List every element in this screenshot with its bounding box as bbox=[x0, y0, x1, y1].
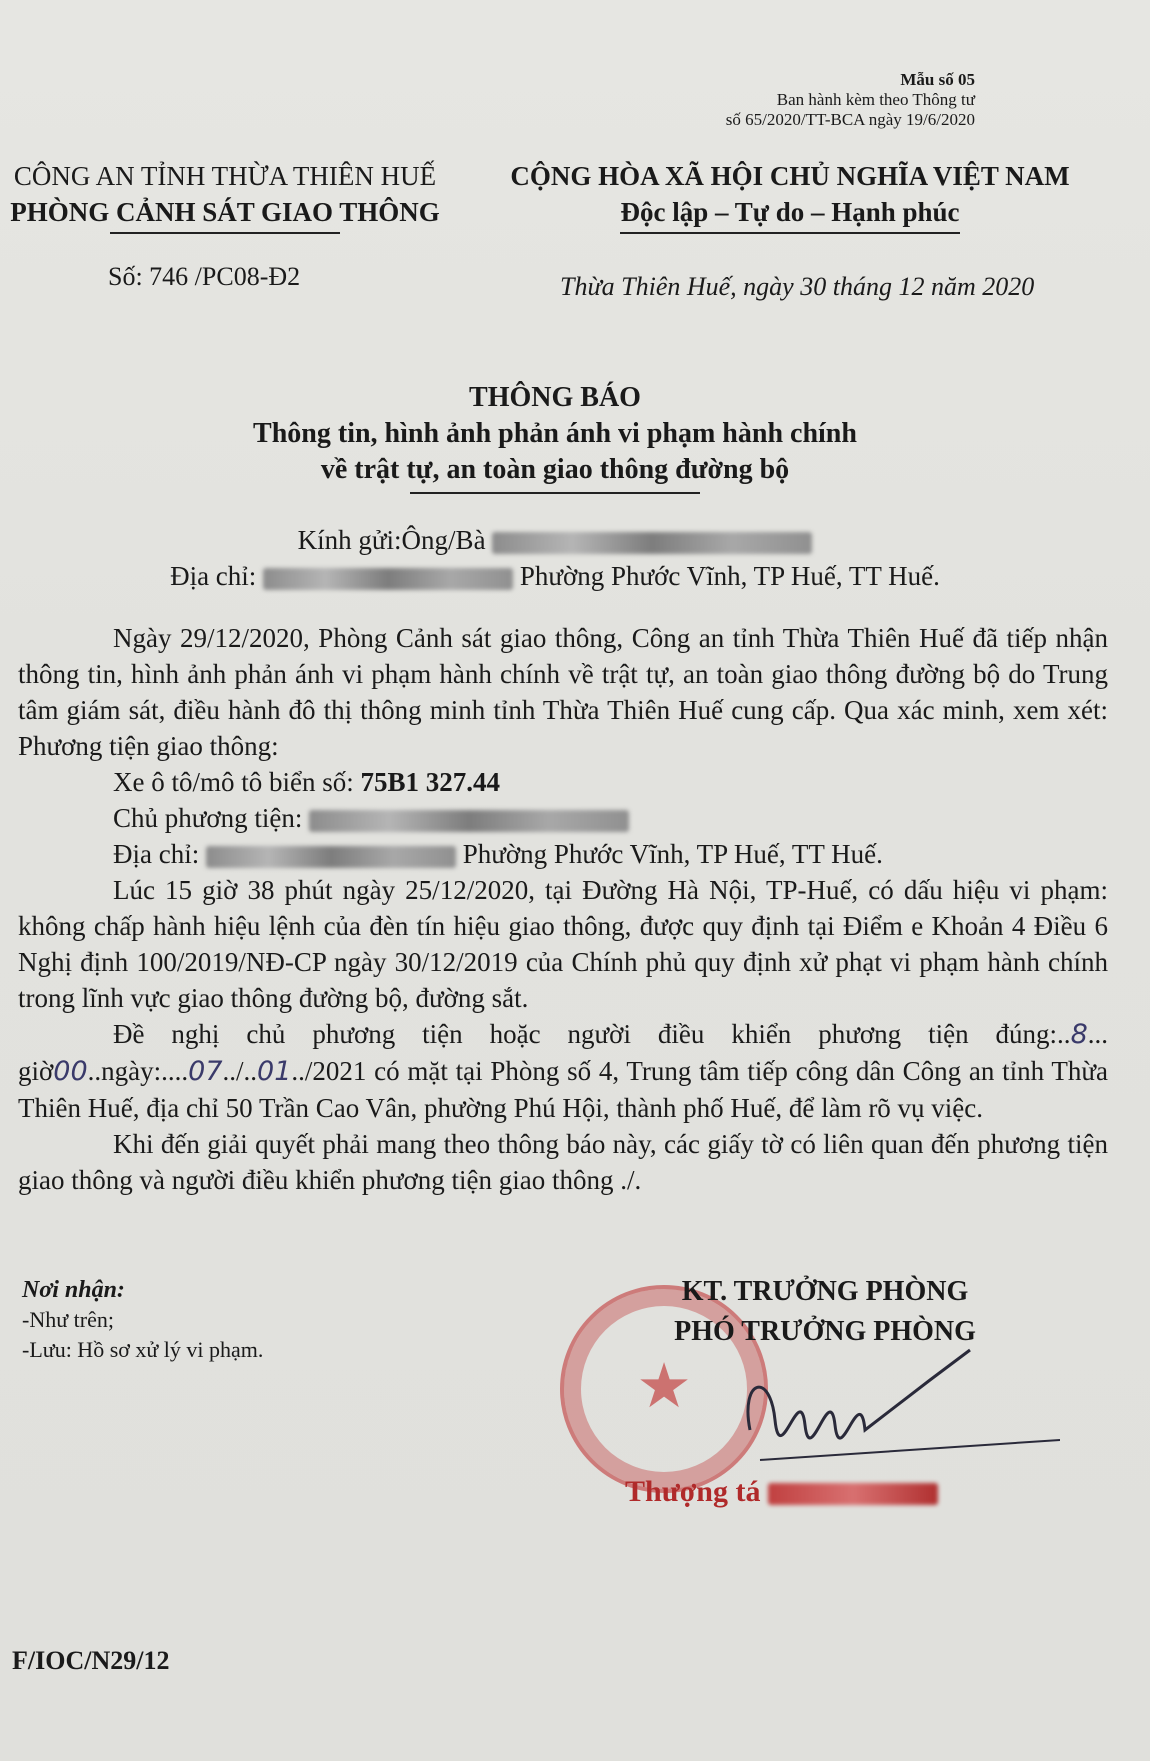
handwritten-minute: 00 bbox=[53, 1056, 88, 1087]
recipient-address-label: Địa chỉ: bbox=[170, 561, 257, 591]
form-line-2: số 65/2020/TT-BCA ngày 19/6/2020 bbox=[725, 110, 975, 129]
document-number: Số: 746 /PC08-Đ2 bbox=[108, 262, 301, 291]
footer-code: F/IOC/N29/12 bbox=[12, 1646, 170, 1675]
recipient-line bbox=[0, 522, 1110, 558]
title-line-1: THÔNG BÁO bbox=[469, 382, 641, 413]
body-paragraph-1: Ngày 29/12/2020, Phòng Cảnh sát giao thông, Công an tỉnh Thừa Thiên Huế đã tiếp nhận thông tin, hình ảnh phản ánh vi phạm hành chính về trật tự, an toàn giao thông đường bộ do Trung tâm giám sát, điều hành đô thị thông minh tỉnh Thừa Thiên Huế cung cấp. Qua xác minh, xem xét: Phương tiện giao thông: bbox=[18, 623, 1108, 761]
owner-address-tail: Phường Phước Vĩnh, TP Huế, TT Huế. bbox=[462, 839, 883, 869]
document-date: Thừa Thiên Huế, ngày 30 tháng 12 năm 2020 bbox=[560, 272, 1035, 301]
handwritten-day: 07 bbox=[188, 1056, 223, 1087]
agency-line-2: PHÒNG CẢNH SÁT GIAO THÔNG bbox=[10, 197, 440, 227]
title-line-3: về trật tự, an toàn giao thông đường bộ bbox=[320, 454, 790, 485]
star-icon: ★ bbox=[636, 1349, 692, 1422]
plate-number: 75B1 327.44 bbox=[360, 767, 500, 797]
recipients-item-1: -Như trên; bbox=[22, 1307, 114, 1332]
agency-rule bbox=[110, 232, 340, 234]
recipient-label: Kính gửi:Ông/Bà bbox=[297, 525, 486, 555]
plate-label: Xe ô tô/mô tô biển số: bbox=[113, 767, 354, 797]
redacted-owner bbox=[309, 810, 629, 832]
signature-title-2: PHÓ TRƯỞNG PHÒNG bbox=[674, 1316, 976, 1347]
recipients-title: Nơi nhận: bbox=[22, 1277, 125, 1303]
p3-part-a: Đề nghị chủ phương tiện hoặc người điều khiển phương tiện đúng:.. bbox=[113, 1019, 1071, 1049]
p3-part-e: ../2021 có mặt tại Phòng số 4, Trung tâm tiếp công dân Công an tỉnh Thừa Thiên Huế, địa chỉ 50 Trần Cao Vân, phường Phú Hội, thành phố Huế, để làm rõ vụ việc. bbox=[18, 1056, 1108, 1123]
redacted-signer-name bbox=[768, 1483, 938, 1505]
form-number: Mẫu số 05 bbox=[900, 70, 975, 89]
form-line-1: Ban hành kèm theo Thông tư bbox=[776, 90, 975, 109]
agency-line-1: CÔNG AN TỈNH THỪA THIÊN HUẾ bbox=[13, 161, 437, 191]
handwritten-signature bbox=[730, 1320, 1060, 1480]
p3-part-c: ..ngày:.... bbox=[87, 1056, 189, 1086]
handwritten-hour: 8 bbox=[1070, 1019, 1088, 1050]
document-body bbox=[18, 620, 1108, 1198]
recipient-block bbox=[0, 522, 1110, 594]
recipients-list bbox=[22, 1275, 263, 1365]
form-number-block bbox=[726, 70, 975, 130]
title-rule bbox=[410, 492, 700, 494]
plate-line bbox=[18, 764, 1108, 800]
republic-line-1: CỘNG HÒA XÃ HỘI CHỦ NGHĨA VIỆT NAM bbox=[510, 161, 1070, 191]
signer-rank: Thượng tá bbox=[625, 1475, 761, 1508]
document-title bbox=[0, 380, 1110, 494]
owner-address-line bbox=[18, 836, 1108, 872]
republic-header bbox=[480, 158, 1100, 234]
redacted-name bbox=[492, 532, 812, 554]
recipients-item-2: -Lưu: Hồ sơ xử lý vi phạm. bbox=[22, 1337, 264, 1362]
body-paragraph-4: Khi đến giải quyết phải mang theo thông báo này, các giấy tờ có liên quan đến phương tiện giao thông và người điều khiển phương tiện giao thông ./. bbox=[18, 1129, 1108, 1195]
title-line-2: Thông tin, hình ảnh phản ánh vi phạm hành chính bbox=[253, 418, 857, 449]
redacted-owner-address bbox=[206, 846, 456, 868]
body-paragraph-2: Lúc 15 giờ 38 phút ngày 25/12/2020, tại Đường Hà Nội, TP-Huế, có dấu hiệu vi phạm: không chấp hành hiệu lệnh của đèn tín hiệu giao thông, được quy định tại Điểm e Khoản 4 Điều 6 Nghị định 100/2019/NĐ-CP ngày 30/12/2019 của Chính phủ quy định xử phạt vi phạm hành chính trong lĩnh vực giao thông đường bộ, đường sắt. bbox=[18, 875, 1108, 1013]
signer-name bbox=[625, 1475, 938, 1509]
republic-motto: Độc lập – Tự do – Hạnh phúc bbox=[620, 197, 960, 227]
republic-rule bbox=[620, 232, 960, 234]
redacted-address bbox=[263, 568, 513, 590]
p3-part-d: ../.. bbox=[222, 1056, 258, 1086]
body-paragraph-3 bbox=[18, 1016, 1108, 1126]
agency-header bbox=[0, 158, 450, 234]
signature-title-1: KT. TRƯỞNG PHÒNG bbox=[681, 1276, 969, 1307]
recipient-address-tail: Phường Phước Vĩnh, TP Huế, TT Huế. bbox=[519, 561, 940, 591]
handwritten-month: 01 bbox=[257, 1056, 292, 1087]
p3-part-b: ... giờ bbox=[18, 1019, 1108, 1086]
owner-address-label: Địa chỉ: bbox=[113, 839, 200, 869]
recipient-address-line bbox=[0, 558, 1110, 594]
owner-line bbox=[18, 800, 1108, 836]
owner-label: Chủ phương tiện: bbox=[113, 803, 303, 833]
